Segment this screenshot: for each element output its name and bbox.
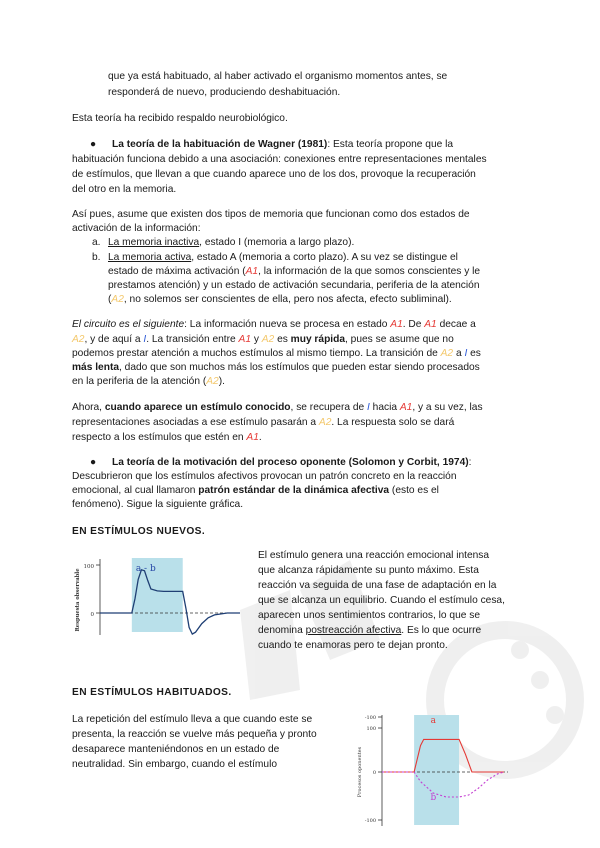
series-label-a: a <box>430 716 437 726</box>
circuit-line-5: en la periferia de la atención (A2). <box>72 376 225 387</box>
y-tick-label-bottom: -100 <box>364 818 376 824</box>
habituated-line-4: neutralidad. Sin embargo, cuando el estímulo <box>72 759 278 770</box>
wagner-line-4: del otro en la memoria. <box>72 184 177 195</box>
wagner-line-3: de estímulos, que llevan a que cuando aparece uno de los dos, provoque la recuperación <box>72 169 476 180</box>
list-item-inactive-memory: a. La memoria inactiva, estado I (memoria a largo plazo). <box>92 237 355 248</box>
circuit-line-1: El circuito es el siguiente: La información nueva se procesa en estado A1. De A1 decae a <box>72 319 476 330</box>
new-stimuli-line-3: reacción va seguida de una fase de adaptación en la <box>258 580 497 591</box>
y-tick-label-0: 0 <box>90 612 94 618</box>
new-stimuli-line-4: que se alcanza un equilibrio. Cuando el estímulo cesa, <box>258 595 505 606</box>
circuit-line-4: más lenta, dado que son muchos más los estímulos que pueden estar siendo procesados <box>72 362 480 373</box>
habituated-line-1: La repetición del estímulo lleva a que cuando este se <box>72 714 313 725</box>
new-stimuli-line-1: El estímulo genera una reacción emocional intensa <box>258 550 490 561</box>
y-axis-label: Procesos oponentes <box>357 746 363 798</box>
new-stimuli-line-7: cuando te enamoras pero te dejan pronto. <box>258 640 448 651</box>
y-tick-label-top: -100 <box>364 715 376 721</box>
known-stimulus-line-1: Ahora, cuando aparece un estímulo conocido, se recupera de I hacia A1, y a su vez, las <box>72 402 483 413</box>
new-stimuli-line-2: que alcanza rápidamente su punto máximo. Esta <box>258 565 479 576</box>
known-stimulus-line-2: representaciones asociadas a ese estímulo pasarán a A2. La respuesta solo se dará <box>72 417 455 428</box>
known-stimulus-line-3: respecto a los estímulos que estén en A1. <box>72 432 262 443</box>
active-memory-line-3: prestamos atención) y un estado de activación secundaria, periferia de la atención <box>108 280 480 291</box>
active-memory-line-2: estado de máxima activación (A1, la información de la que somos conscientes y le <box>108 266 481 277</box>
solomon-title: La teoría de la motivación del proceso oponente (Solomon y Corbit, 1974) <box>112 457 469 468</box>
wagner-title: La teoría de la habituación de Wagner (1981) <box>112 139 328 150</box>
solomon-line-4: fenómeno). Sigue la siguiente gráfica. <box>72 499 244 510</box>
circuit-line-3: podemos prestar atención a muchos estímulos al mismo tiempo. La transición de A2 a I es <box>72 348 481 359</box>
memory-intro-line-1: Así pues, asume que existen dos tipos de memoria que funcionan como dos estados de <box>72 209 470 220</box>
heading-new-stimuli: EN ESTÍMULOS NUEVOS. <box>72 526 206 537</box>
solomon-line-2: Descubrieron que los estímulos afectivos provocan un patrón concreto en la reacción <box>72 471 457 482</box>
paragraph-continuation-line-1: que ya está habituado, al haber activado el organismo momentos antes, se <box>108 71 448 82</box>
chart-habituated-stimuli <box>352 712 512 832</box>
active-memory-line-4: (A2, no solemos ser conscientes de ella, pero nos afecta, efecto subliminal). <box>108 294 452 305</box>
chart-new-stimuli <box>70 555 250 645</box>
habituated-line-2: presenta, la reacción se vuelve más pequeña y pronto <box>72 729 317 740</box>
y-tick-label-0: 0 <box>372 770 376 776</box>
solomon-bullet-line: ● La teoría de la motivación del proceso oponente (Solomon y Corbit, 1974): <box>90 456 471 471</box>
stimulus-band <box>414 715 459 825</box>
bullet-icon: ● <box>90 457 97 468</box>
series-label-b: b <box>430 793 437 803</box>
memory-intro-line-2: activación de la información: <box>72 223 201 234</box>
y-tick-label-100: 100 <box>366 726 376 732</box>
bullet-icon: ● <box>90 139 97 150</box>
habituated-line-3: desaparece manteniéndonos en un estado de <box>72 744 280 755</box>
series-label-a-minus-b: a - b <box>135 564 156 574</box>
heading-habituated-stimuli: EN ESTÍMULOS HABITUADOS. <box>72 687 232 698</box>
wagner-bullet-line: ● La teoría de la habituación de Wagner (1981): Esta teoría propone que la <box>90 138 453 153</box>
y-tick-label-100: 100 <box>83 564 94 570</box>
list-item-active-memory: b. La memoria activa, estado A (memoria a corto plazo). A su vez se distingue el <box>92 252 458 263</box>
circuit-line-2: A2, y de aquí a I. La transición entre A1 y A2 es muy rápida, pues se asume que no <box>72 334 454 345</box>
new-stimuli-line-5: aparecen unos sentimientos contrarios, lo que se <box>258 610 480 621</box>
new-stimuli-line-6: denomina postreacción afectiva. Es lo que ocurre <box>258 625 482 636</box>
paragraph-continuation-line-2: responderá de nuevo, produciendo deshabituación. <box>108 87 341 98</box>
y-axis-label: Respuesta observable <box>75 568 81 632</box>
solomon-line-3: emocional, al cual llamaron patrón estándar de la dinámica afectiva (esto es el <box>72 485 439 496</box>
paragraph-neurobiology: Esta teoría ha recibido respaldo neurobiológico. <box>72 113 288 124</box>
wagner-line-2: habituación funciona debido a una asociación: conexiones entre representaciones mentales <box>72 154 487 165</box>
